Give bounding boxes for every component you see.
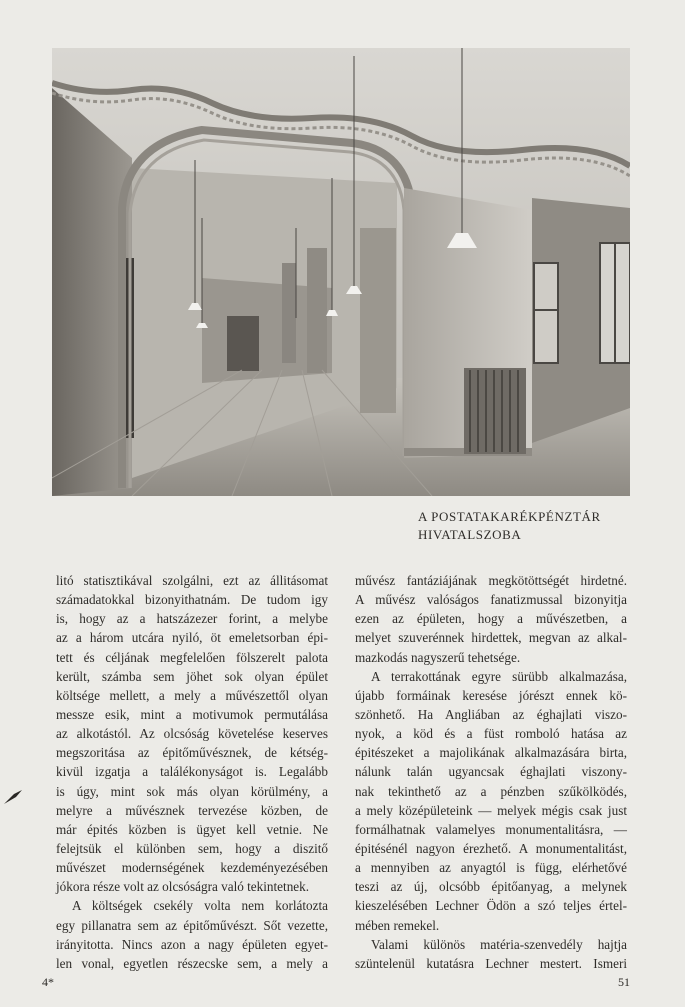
text-line: felejtsük el különben sem, hogy a diszitő [56,840,328,856]
text-line: A költségek csekély volta nem korlátozta [72,898,328,914]
text-line: költsége mellett, a mely a művészettől olyan [56,687,328,703]
text-line: formálhatnak valamelyes monumentalitásra, — [355,821,627,837]
text-line: már épités közben is ügyet kell vetnie. Ne [56,821,328,837]
text-line: művész fantáziájának megkötöttségét hirdetné. [355,573,627,588]
text-line: egy pillanatra sem az épitőművészt. Sőt vezette, [56,917,328,933]
text-line: A művész valóságos fanatizmussal bizonyitja [355,592,627,608]
text-line: nyok, a köd és a füst romboló hatása az [355,726,627,742]
text-line: nálunk talán ugyancsak éghajlati viszony- [355,764,627,780]
text-line: len vonal, egyetlen részecske sem, a mely a [56,955,328,971]
caption-line-2: HIVATALSZOBA [418,527,522,542]
pencil-mark-icon [2,788,24,806]
text-line: szönhető. Ha Angliában az éghajlati viszo- [355,706,627,722]
text-line: az a három utcára nyiló, öt emeletsorban épi- [56,630,328,646]
text-line: megszoritása az épitőművésznek, de kétség- [56,745,328,761]
text-line: tett és céljának megfelelően fölszerelt palota [56,649,328,665]
text-line: ezen az épületen, hogy a művészetben, a [355,611,627,627]
text-line: A terrakottának egyre sürübb alkalmazása, [371,668,627,684]
text-line: messze esik, mint a motivumok permutálása [56,706,328,722]
signature-mark: 4* [42,975,54,989]
hall-photograph [52,48,630,496]
text-line: teszi az új, olcsóbb épitőanyag, a melynek [355,879,627,895]
page-number: 51 [618,975,630,989]
text-line: számadatokkal bizonyithatnám. De tudom igy [56,592,328,608]
text-line: Valami különös matéria-szenvedély hajtja [371,936,627,952]
text-line: kivül izgatja a találékonyságot is. Legalább [56,764,328,780]
text-line: kieszelésében Lechner Ödön a szó teljes értel- [355,898,627,914]
photo-caption [418,508,658,544]
text-line: melyre a művésznek tervezése közben, de [56,802,328,818]
text-line: épitésénél nagyon érezhető. A monumentalitást, [355,840,627,856]
text-line: is úgy, mint sok más olyan körülmény, a [56,783,328,799]
text-line: a mennyiben az anyagtól is függ, elérhetővé [355,860,627,876]
left-text-column [56,571,328,973]
text-line: került, számba sem jöhet sok olyan épület [56,668,328,684]
text-line: is, hogy az a hatszázezer forint, a melybe [56,611,328,627]
text-line: a mely középületeink — melyek mégis csak just [355,802,627,818]
text-line: mében remekel. [355,917,440,933]
caption-line-1: A POSTATAKARÉKPÉNZTÁR [418,509,601,524]
text-line: mazkodás nagyszerű tehetsége. [355,649,521,665]
right-text-column [355,571,627,973]
text-line: melyet szuverénnek hirdettek, megvan az alkal- [355,630,627,646]
text-line: szüntelenül kutatásra Lechner mestert. Ismeri [355,955,627,971]
text-line: művészet modernségének kezdeményezésében [56,860,328,876]
text-line: nak tekinthető az a pénzben szűkölködés, [355,783,627,799]
text-line: irányitotta. Nincs azon a nagy épületen egyet- [56,936,328,952]
text-line: jókora része volt az olcsóságra való tekintetnek. [56,879,310,895]
text-line: épitészeket a majolikának alkalmazására birta, [355,745,627,761]
text-line: litó statisztikával szolgálni, ezt az állitásomat [56,573,328,588]
text-line: az alkotástól. Az olcsóság követelése keserves [56,726,328,742]
text-line: újabb formáinak keresése jórészt ennek kö- [355,687,627,703]
